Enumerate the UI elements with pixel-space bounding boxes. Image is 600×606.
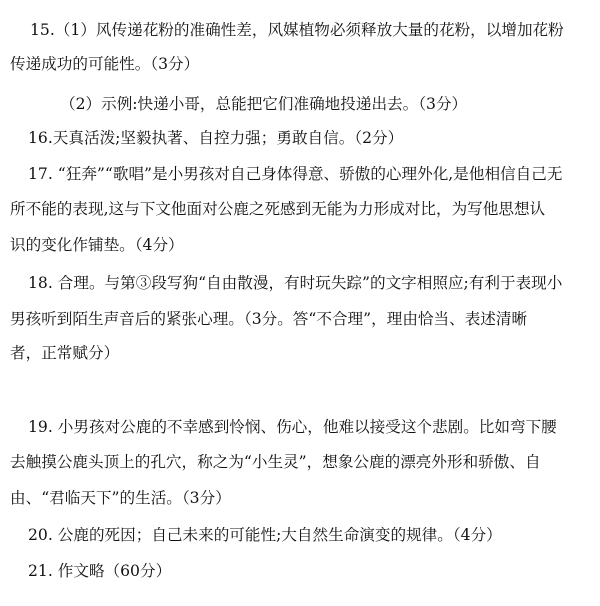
answer-19-line-2: 去触摸公鹿头顶上的孔穴，称之为“小生灵”，想象公鹿的漂亮外形和骄傲、自 [10, 453, 541, 471]
answer-17-line-3: 识的变化作铺垫。（4分） [10, 236, 184, 254]
answer-19-line-1: 19. 小男孩对公鹿的不幸感到怜悯、伤心，他难以接受这个悲剧。比如弯下腰 [28, 418, 557, 436]
answer-21-line-1: 21. 作文略（60分） [28, 562, 172, 580]
answer-15-line-1: 15.（1）风传递花粉的准确性差，风媒植物必须释放大量的花粉，以增加花粉 [30, 21, 564, 39]
answer-17-line-2: 所不能的表现,这与下文他面对公鹿之死感到无能为力形成对比，为写他思想认 [10, 200, 546, 218]
answer-19-line-3: 由、“君临天下”的生活。（3分） [10, 489, 231, 507]
answer-16-line-1: 16.天真活泼;坚毅执著、自控力强；勇敢自信。（2分） [28, 129, 404, 147]
answer-20-line-1: 20. 公鹿的死因；自己未来的可能性;大自然生命演变的规律。（4分） [28, 526, 502, 544]
answer-18-line-3: 者，正常赋分） [10, 344, 120, 362]
answer-15-line-2: 传递成功的可能性。（3分） [10, 55, 200, 73]
answer-17-line-1: 17. “狂奔”“歌唱”是小男孩对自己身体得意、骄傲的心理外化,是他相信自己无 [28, 165, 563, 183]
answer-15-line-3: （2）示例:快递小哥，总能把它们准确地投递出去。（3分） [60, 95, 468, 113]
answer-18-line-2: 男孩听到陌生声音后的紧张心理。（3分。答“不合理”，理由恰当、表述清晰 [10, 310, 528, 328]
answer-18-line-1: 18. 合理。与第③段写狗“自由散漫，有时玩失踪”的文字相照应;有利于表现小 [28, 274, 563, 292]
